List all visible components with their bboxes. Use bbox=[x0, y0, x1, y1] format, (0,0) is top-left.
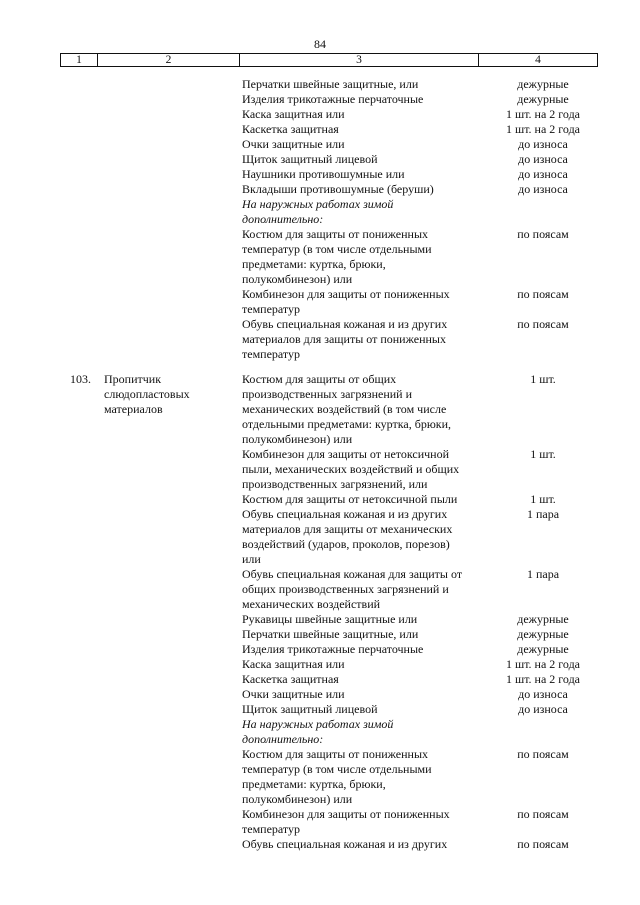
item-norm: до износа bbox=[518, 182, 568, 196]
item-description: Каска защитная или bbox=[242, 107, 345, 121]
item-description: Щиток защитный лицевой bbox=[242, 152, 378, 166]
item-description: Обувь специальная кожаная для защиты от общих производственных загрязнений и механических воздействий bbox=[242, 567, 463, 611]
item-norm: 1 пара bbox=[526, 567, 560, 581]
header-col-4: 4 bbox=[535, 54, 541, 66]
item-norm: по поясам bbox=[517, 287, 569, 301]
item-norm: по поясам bbox=[517, 807, 569, 821]
item-description: Комбинезон для защиты от пониженных температур bbox=[242, 287, 450, 316]
item-norm: 1 шт. bbox=[530, 447, 556, 461]
row-number: 103. bbox=[70, 372, 91, 386]
item-description: Каскетка защитная bbox=[242, 122, 339, 136]
item-description: Костюм для защиты от общих производственных загрязнений и механических воздействий (в том числе отдельными предметами: куртка, брюки, полукомбинезон) или bbox=[242, 372, 452, 446]
page-number: 84 bbox=[314, 37, 326, 51]
item-description: Обувь специальная кожаная и из других материалов для защиты от пониженных температур bbox=[242, 317, 448, 361]
item-norm: 1 пара bbox=[526, 507, 560, 521]
item-description: Каскетка защитная bbox=[242, 672, 339, 686]
header-col-3: 3 bbox=[240, 54, 479, 66]
item-norm: 1 шт. на 2 года bbox=[505, 672, 581, 686]
item-norm: до износа bbox=[518, 137, 568, 151]
header-col-2: 2 bbox=[98, 54, 240, 66]
item-norm: по поясам bbox=[517, 747, 569, 761]
item-norm: 1 шт. bbox=[530, 492, 556, 506]
item-description: Обувь специальная кожаная и из других материалов для защиты от механических воздействий (ударов, проколов, порезов) или bbox=[242, 507, 453, 566]
item-norm: дежурные bbox=[517, 92, 569, 106]
item-norm: по поясам bbox=[517, 317, 569, 331]
item-description: Вкладыши противошумные (беруши) bbox=[242, 182, 434, 196]
profession-name: Пропитчик слюдопластовых материалов bbox=[104, 372, 190, 416]
item-norm: дежурные bbox=[517, 642, 569, 656]
item-norm: дежурные bbox=[517, 627, 569, 641]
item-description: Перчатки швейные защитные, или bbox=[242, 627, 419, 641]
item-description: Костюм для защиты от пониженных температур (в том числе отдельными предметами: куртка, брюки, полукомбинезон) или bbox=[242, 227, 432, 286]
item-description: Обувь специальная кожаная и из других bbox=[242, 837, 448, 851]
item-description: Очки защитные или bbox=[242, 137, 345, 151]
item-description: Щиток защитный лицевой bbox=[242, 702, 378, 716]
item-norm: 1 шт. bbox=[530, 372, 556, 386]
item-norm: дежурные bbox=[517, 77, 569, 91]
table-header bbox=[60, 53, 598, 67]
item-description: Изделия трикотажные перчаточные bbox=[242, 92, 424, 106]
item-description: На наружных работах зимой дополнительно: bbox=[242, 717, 394, 746]
item-norm: 1 шт. на 2 года bbox=[505, 107, 581, 121]
item-description: Перчатки швейные защитные, или bbox=[242, 77, 419, 91]
item-description: Костюм для защиты от пониженных температур (в том числе отдельными предметами: куртка, брюки, полукомбинезон) или bbox=[242, 747, 432, 806]
item-description: Очки защитные или bbox=[242, 687, 345, 701]
item-description: Рукавицы швейные защитные или bbox=[242, 612, 418, 626]
item-description: Каска защитная или bbox=[242, 657, 345, 671]
item-norm: по поясам bbox=[517, 837, 569, 851]
header-col-1: 1 bbox=[61, 54, 98, 66]
item-description: Наушники противошумные или bbox=[242, 167, 405, 181]
item-norm: дежурные bbox=[517, 612, 569, 626]
item-norm: по поясам bbox=[517, 227, 569, 241]
item-norm: до износа bbox=[518, 167, 568, 181]
item-norm: 1 шт. на 2 года bbox=[505, 122, 581, 136]
item-description: Комбинезон для защиты от пониженных температур bbox=[242, 807, 450, 836]
item-norm: до износа bbox=[518, 152, 568, 166]
item-norm: 1 шт. на 2 года bbox=[505, 657, 581, 671]
item-norm: до износа bbox=[518, 702, 568, 716]
item-description: Изделия трикотажные перчаточные bbox=[242, 642, 424, 656]
item-description: Комбинезон для защиты от нетоксичной пыли, механических воздействий и общих производственных загрязнений, или bbox=[242, 447, 460, 491]
item-description: Костюм для защиты от нетоксичной пыли bbox=[242, 492, 458, 506]
item-description: На наружных работах зимой дополнительно: bbox=[242, 197, 394, 226]
item-norm: до износа bbox=[518, 687, 568, 701]
